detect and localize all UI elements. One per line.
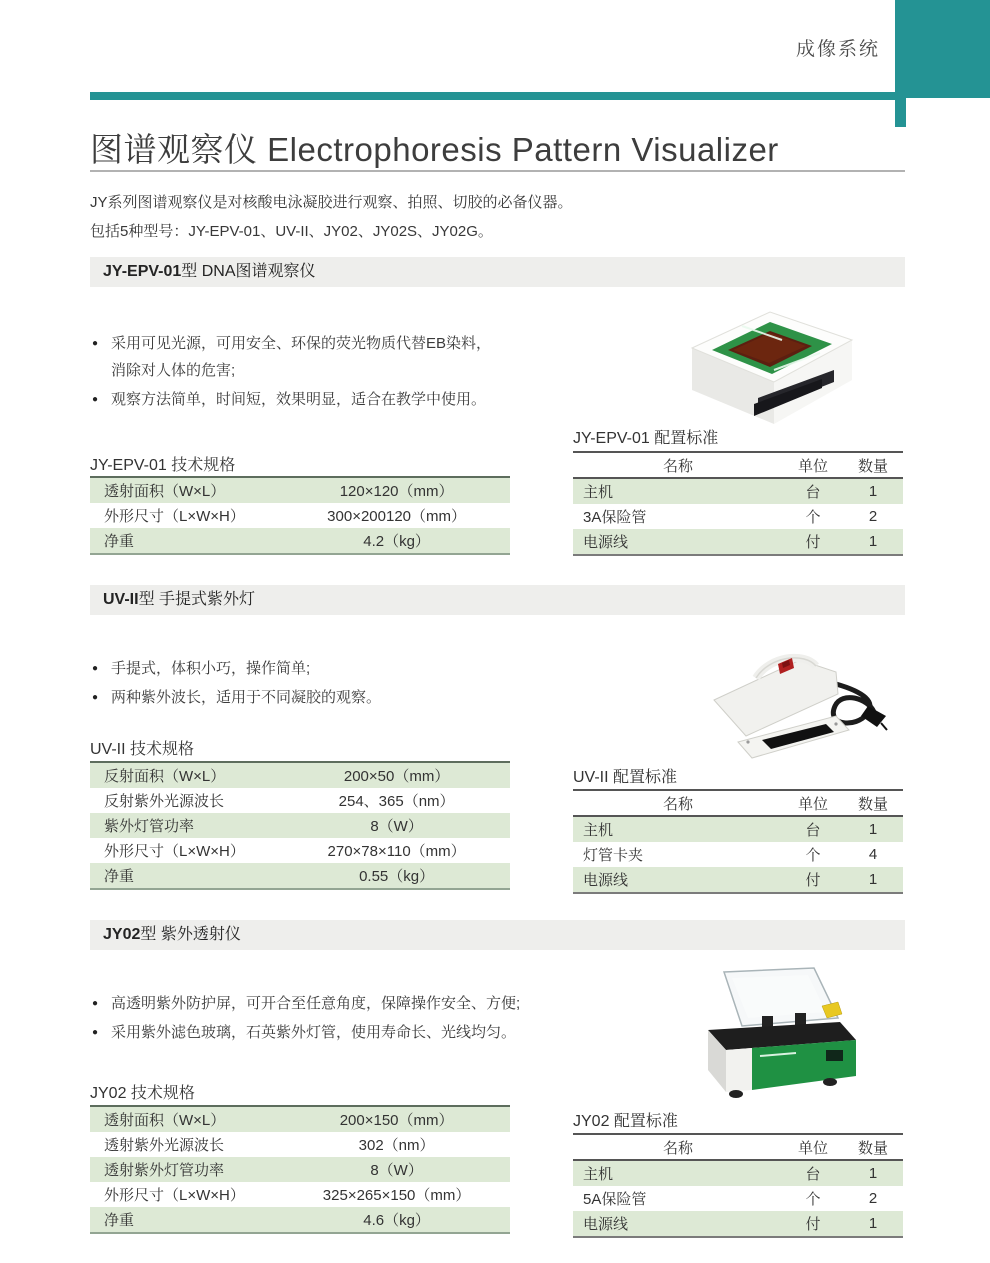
config-item-qty: 1 bbox=[868, 483, 878, 500]
spec-row bbox=[90, 838, 510, 863]
teal-corner-tail bbox=[895, 98, 906, 127]
spec-row bbox=[90, 763, 510, 788]
config-item-unit: 付 bbox=[805, 1216, 821, 1233]
spec-label: 透射面积（W×L） bbox=[104, 1112, 226, 1129]
config-table-uv-ii bbox=[573, 789, 903, 894]
section-model-name: JY02 bbox=[103, 926, 141, 943]
spec-value: 325×265×150（mm） bbox=[322, 1187, 471, 1204]
config-item-name: 5A保险管 bbox=[583, 1191, 647, 1208]
config-item-qty: 2 bbox=[868, 1190, 878, 1207]
spec-row bbox=[90, 1157, 510, 1182]
config-col-name: 名称 bbox=[662, 457, 693, 475]
page-title bbox=[90, 124, 779, 171]
config-item-unit: 个 bbox=[805, 1191, 821, 1208]
spec-value: 8（W） bbox=[370, 1162, 423, 1179]
spec-value: 4.2（kg） bbox=[363, 533, 430, 550]
spec-label: 透射紫外光源波长 bbox=[104, 1137, 225, 1154]
feature-line: ● 两种紫外波长，适用于不同凝胶的观察。 bbox=[111, 689, 382, 706]
feature-bullet bbox=[92, 386, 572, 413]
spec-row bbox=[90, 788, 510, 813]
spec-title: JY02 技术规格 bbox=[90, 1085, 195, 1102]
feature-line: ● 手提式，体积小巧，操作简单; bbox=[111, 660, 311, 677]
config-header-row bbox=[573, 791, 903, 817]
config-item-name: 主机 bbox=[583, 822, 614, 839]
config-col-qty: 数量 bbox=[857, 1139, 888, 1157]
spec-label: 外形尺寸（L×W×H） bbox=[104, 1187, 245, 1204]
section-model-name: UV-II bbox=[103, 591, 139, 608]
spec-value: 0.55（kg） bbox=[359, 868, 435, 885]
spec-title: JY-EPV-01 技术规格 bbox=[90, 457, 236, 474]
config-title: JY02 配置标准 bbox=[573, 1113, 678, 1130]
teal-divider-bar bbox=[90, 92, 895, 100]
config-table-jy02 bbox=[573, 1133, 903, 1238]
spec-value: 270×78×110（mm） bbox=[327, 843, 466, 860]
spec-row bbox=[90, 1132, 510, 1157]
config-header-row bbox=[573, 1135, 903, 1161]
feature-line: ● 采用紫外滤色玻璃，石英紫外灯管，使用寿命长、光线均匀。 bbox=[111, 1024, 517, 1041]
page-title-zh: 图谱观察仪 bbox=[90, 131, 258, 168]
section-header-jy-epv-01 bbox=[90, 257, 905, 287]
config-item-unit: 个 bbox=[805, 847, 821, 864]
feature-line: ● 高透明紫外防护屏，可开合至任意角度，保障操作安全、方便; bbox=[111, 995, 521, 1012]
config-table-jy-epv-01 bbox=[573, 451, 903, 556]
config-row bbox=[573, 842, 903, 867]
config-item-qty: 1 bbox=[868, 871, 878, 888]
config-title: UV-II 配置标准 bbox=[573, 769, 678, 786]
spec-value: 302（nm） bbox=[358, 1137, 435, 1154]
section-model-desc: 型 手提式紫外灯 bbox=[138, 591, 256, 608]
config-row bbox=[573, 504, 903, 529]
config-col-unit: 单位 bbox=[797, 1139, 828, 1157]
config-item-name: 电源线 bbox=[583, 872, 629, 889]
config-col-name: 名称 bbox=[662, 795, 693, 813]
feature-line: ● 采用可见光源，可用安全、环保的荧光物质代替EB染料， bbox=[111, 335, 492, 352]
config-item-unit: 台 bbox=[805, 822, 821, 839]
spec-row bbox=[90, 478, 510, 503]
feature-bullet bbox=[92, 655, 592, 682]
config-item-qty: 4 bbox=[868, 846, 878, 863]
config-row bbox=[573, 1161, 903, 1186]
spec-table-uv-ii bbox=[90, 761, 510, 890]
config-col-name: 名称 bbox=[662, 1139, 693, 1157]
spec-row bbox=[90, 528, 510, 553]
spec-label: 净重 bbox=[104, 1212, 135, 1229]
config-row bbox=[573, 529, 903, 554]
product-image-jy02 bbox=[690, 966, 866, 1108]
config-item-name: 主机 bbox=[583, 1166, 614, 1183]
section-model-desc: 型 紫外透射仪 bbox=[140, 926, 241, 943]
config-item-qty: 1 bbox=[868, 1165, 878, 1182]
feature-list-uv-ii bbox=[92, 655, 592, 713]
config-row bbox=[573, 479, 903, 504]
section-model-desc: 型 DNA图谱观察仪 bbox=[181, 263, 316, 280]
feature-line: 消除对人体的危害; bbox=[111, 362, 236, 379]
spec-value: 4.6（kg） bbox=[363, 1212, 430, 1229]
config-item-unit: 台 bbox=[805, 484, 821, 501]
feature-bullet bbox=[92, 990, 652, 1017]
spec-table-jy-epv-01 bbox=[90, 476, 510, 555]
spec-title: UV-II 技术规格 bbox=[90, 741, 195, 758]
spec-label: 外形尺寸（L×W×H） bbox=[104, 843, 245, 860]
spec-value: 200×50（mm） bbox=[343, 768, 450, 785]
feature-line: ● 观察方法简单，时间短，效果明显，适合在教学中使用。 bbox=[111, 391, 487, 408]
section-model-name: JY-EPV-01 bbox=[103, 263, 182, 280]
spec-row bbox=[90, 1182, 510, 1207]
spec-label: 反射面积（W×L） bbox=[104, 768, 226, 785]
page-title-en: Electrophoresis Pattern Visualizer bbox=[267, 131, 779, 168]
spec-value: 120×120（mm） bbox=[339, 483, 454, 500]
intro-line-1: JY系列图谱观察仪是对核酸电泳凝胶进行观察、拍照、切胶的必备仪器。 bbox=[90, 194, 573, 211]
spec-label: 紫外灯管功率 bbox=[104, 818, 195, 835]
page-category-tag: 成像系统 bbox=[795, 39, 880, 60]
config-item-name: 主机 bbox=[583, 484, 614, 501]
config-item-unit: 台 bbox=[805, 1166, 821, 1183]
spec-value: 300×200120（mm） bbox=[327, 508, 467, 525]
config-item-qty: 1 bbox=[868, 533, 878, 550]
spec-row bbox=[90, 503, 510, 528]
spec-value: 8（W） bbox=[370, 818, 423, 835]
config-col-qty: 数量 bbox=[857, 795, 888, 813]
feature-list-jy-epv-01 bbox=[92, 330, 572, 415]
intro-paragraph bbox=[90, 188, 730, 246]
spec-table-jy02 bbox=[90, 1105, 510, 1234]
config-row bbox=[573, 817, 903, 842]
config-item-name: 电源线 bbox=[583, 1216, 629, 1233]
spec-label: 透射紫外灯管功率 bbox=[104, 1162, 225, 1179]
config-header-row bbox=[573, 453, 903, 479]
config-row bbox=[573, 867, 903, 892]
spec-value: 200×150（mm） bbox=[339, 1112, 454, 1129]
config-item-unit: 个 bbox=[805, 509, 821, 526]
spec-row bbox=[90, 813, 510, 838]
product-image-jy-epv-01 bbox=[670, 298, 860, 428]
config-col-unit: 单位 bbox=[797, 457, 828, 475]
config-item-unit: 付 bbox=[805, 534, 821, 551]
config-title: JY-EPV-01 配置标准 bbox=[573, 430, 719, 447]
feature-bullet bbox=[92, 330, 572, 384]
title-underline bbox=[90, 170, 905, 172]
feature-bullet bbox=[92, 1019, 652, 1046]
spec-row bbox=[90, 1207, 510, 1232]
section-header-jy02 bbox=[90, 920, 905, 950]
config-item-name: 电源线 bbox=[583, 534, 629, 551]
config-item-name: 灯管卡夹 bbox=[583, 847, 644, 864]
config-item-qty: 1 bbox=[868, 1215, 878, 1232]
spec-label: 透射面积（W×L） bbox=[104, 483, 226, 500]
config-row bbox=[573, 1186, 903, 1211]
config-item-name: 3A保险管 bbox=[583, 509, 647, 526]
config-item-unit: 付 bbox=[805, 872, 821, 889]
spec-value: 254、365（nm） bbox=[338, 793, 455, 810]
intro-line-2: 包括5种型号：JY-EPV-01、UV-II、JY02、JY02S、JY02G。 bbox=[90, 223, 493, 240]
spec-label: 净重 bbox=[104, 868, 135, 885]
config-row bbox=[573, 1211, 903, 1236]
product-image-uv-ii bbox=[686, 640, 888, 768]
spec-label: 外形尺寸（L×W×H） bbox=[104, 508, 245, 525]
config-item-qty: 2 bbox=[868, 508, 878, 525]
feature-list-jy02 bbox=[92, 990, 652, 1048]
teal-corner-block bbox=[895, 0, 990, 98]
spec-row bbox=[90, 1107, 510, 1132]
spec-row bbox=[90, 863, 510, 888]
section-header-uv-ii bbox=[90, 585, 905, 615]
config-col-qty: 数量 bbox=[857, 457, 888, 475]
spec-label: 净重 bbox=[104, 533, 135, 550]
feature-bullet bbox=[92, 684, 592, 711]
spec-label: 反射紫外光源波长 bbox=[104, 793, 225, 810]
config-col-unit: 单位 bbox=[797, 795, 828, 813]
config-item-qty: 1 bbox=[868, 821, 878, 838]
